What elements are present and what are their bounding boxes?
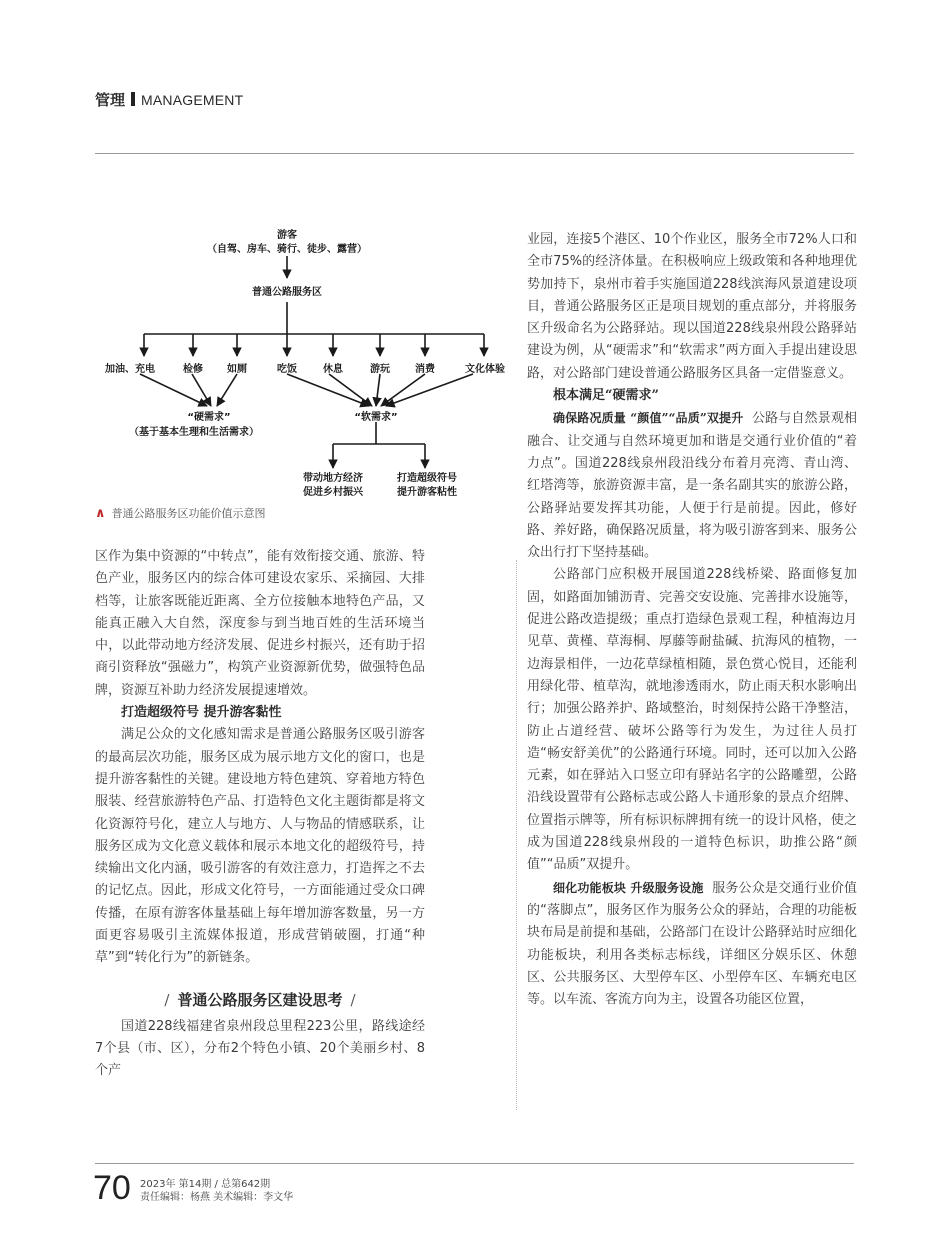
header-rule xyxy=(95,153,854,154)
arrow-to-soft-3 xyxy=(376,374,380,406)
arrow-to-hard-1 xyxy=(140,374,207,406)
section-heading-text: 普通公路服务区建设思考 xyxy=(177,990,343,1009)
caption-chevron-icon: ∧ xyxy=(95,506,106,521)
diagram-need-7: 消费 xyxy=(415,364,435,375)
arrow-to-hard-2 xyxy=(192,374,211,406)
diagram-soft-need: “软需求” xyxy=(354,412,398,423)
diagram-need-3: 如厕 xyxy=(227,364,247,375)
diagram-outcome-1-line-1: 带动地方经济 xyxy=(303,473,363,484)
diagram-hard-need-desc: （基于基本生理和生活需求） xyxy=(129,427,259,438)
right-paragraph-2 xyxy=(527,407,857,564)
arrow-to-soft-4 xyxy=(381,374,425,406)
figure-caption xyxy=(95,505,266,521)
heading-slash-left: / xyxy=(164,990,170,1009)
diagram-outcome-1-line-2: 促进乡村振兴 xyxy=(303,487,363,498)
right-paragraph-3: 公路部门应积极开展国道228线桥梁、路面修复加固，如路面加铺沥青、完善交安设施、完善排水设施等，促进公路改造提级；重点打造绿色景观工程，种植海边月见草、黄槿、草海桐、厚藤等耐盐碱、抗海风的植物，一边海景相伴，一边花草绿植相随，景色赏心悦目，还能利用绿化带、植草沟，就地渗透雨水，防止雨天积水影响出行；加强公路养护、路域整治，时刻保持公路干净整洁，防止占道经营、破坏公路等行为发生，为过往人员打造“畅安舒美优”的公路通行环境。同时，还可以加入公路元素，如在驿站入口竖立印有驿站名字的公路雕塑，公路沿线设置带有公路标志或公路人卡通形象的景点介绍牌、位置指示牌等，所有标识标牌拥有统一的设计风格，使之成为国道228线泉州段的一道特色标识，助推公路“颜值”“品质”双提升。 xyxy=(527,567,857,873)
right-paragraph-2-body: 公路与自然景观相融合、让交通与自然环境更加和谐是交通行业价值的“着力点”。国道228线泉州段沿线分布着月亮湾、青山湾、红塔湾等，旅游资源丰富，是一条名副其实的旅游公路，公路驿站要发挥其功能，人便于行是前提。因此，修好路、养好路，确保路况质量，将为吸引游客到来、服务公众出行打下坚持基础。 xyxy=(527,411,857,561)
diagram-outcome-2-line-2: 提升游客粘性 xyxy=(397,487,457,498)
caption-text: 普通公路服务区功能价值示意图 xyxy=(111,507,266,520)
right-subheading: 根本满足“硬需求” xyxy=(553,388,659,404)
section-heading xyxy=(95,988,425,1012)
left-column xyxy=(95,546,425,1083)
diagram-need-6: 游玩 xyxy=(370,364,390,375)
lead-in-1: 确保路况质量 “颜值”“品质”双提升 xyxy=(553,411,744,426)
page-header xyxy=(95,89,243,110)
editor-info: 责任编辑：杨燕 美术编辑：李文华 xyxy=(140,1192,294,1203)
diagram-need-5: 休息 xyxy=(323,364,343,375)
arrow-to-soft-1 xyxy=(287,374,369,406)
diagram-need-1: 加油、充电 xyxy=(105,364,155,375)
diagram-hub: 普通公路服务区 xyxy=(252,287,322,298)
right-column xyxy=(527,229,857,1011)
arrow-to-soft-5 xyxy=(386,374,473,406)
arrow-to-hard-3 xyxy=(217,374,237,406)
heading-slash-right: / xyxy=(350,990,356,1009)
left-subheading: 打造超级符号 提升游客黏性 xyxy=(121,705,282,721)
diagram-outcome-2-line-1: 打造超级符号 xyxy=(397,473,457,484)
diagram-need-4: 吃饭 xyxy=(277,364,297,375)
right-paragraph-4 xyxy=(527,877,857,1012)
section-label-en: MANAGEMENT xyxy=(141,92,244,108)
left-paragraph-3: 国道228线福建省泉州段总里程223公里，路线途经7个县（市、区），分布2个特色小镇、20个美丽乡村、8个产 xyxy=(95,1018,425,1079)
right-paragraph-4-body: 服务公众是交通行业价值的“落脚点”，服务区作为服务公众的驿站，合理的功能板块布局是前提和基础，公路部门在设计公路驿站时应细化功能板块，利用各类标志标线，详细区分娱乐区、休憩区、公共服务区、大型停车区、小型停车区、车辆充电区等。以车流、客流方向为主，设置各功能区位置， xyxy=(527,880,858,1008)
issue-info: 2023年 第14期 / 总第642期 xyxy=(140,1179,271,1190)
right-paragraph-1: 业园，连接5个港区、10个作业区，服务全市72%人口和全市75%的经济体量。在积极响应上级政策和各种地理优势加持下，泉州市着手实施国道228线滨海风景道建设项目，普通公路服务区正是项目规划的重点部分，并将服务区升级命名为公路驿站。现以国道228线泉州段公路驿站建设为例，从“硬需求”和“软需求”两方面入手提出建设思路，对公路部门建设普通公路服务区具备一定借鉴意义。 xyxy=(527,232,857,381)
page-number: 70 xyxy=(93,1169,131,1207)
diagram-need-8: 文化体验 xyxy=(465,364,505,375)
diagram-visitor-types: （自驾、房车、骑行、徒步、露营） xyxy=(207,244,367,255)
lead-in-2: 细化功能板块 升级服务设施 xyxy=(553,880,704,895)
footer-rule xyxy=(95,1163,854,1164)
left-paragraph-1: 区作为集中资源的“中转点”，能有效衔接交通、旅游、特色产业，服务区内的综合体可建设农家乐、采摘园、大排档等，让旅客既能近距离、全方位接触本地特色产品，又能真正融入大自然，深度参与到当地百姓的生活环境当中，以此带动地方经济发展、促进乡村振兴，还有助于招商引资释放“强磁力”，构筑产业资源新优势，做强特色品牌，资源互补助力经济发展提速增效。 xyxy=(95,549,425,698)
diagram-hard-need: “硬需求” xyxy=(187,412,231,423)
column-divider xyxy=(516,560,517,1110)
section-label: 管理 xyxy=(95,91,126,109)
footer-info xyxy=(140,1178,293,1204)
header-divider xyxy=(131,92,135,106)
diagram-need-2: 检修 xyxy=(183,364,203,375)
arrow-to-soft-2 xyxy=(329,374,372,406)
service-area-diagram xyxy=(95,222,515,502)
left-paragraph-2: 满足公众的文化感知需求是普通公路服务区吸引游客的最高层次功能，服务区成为展示地方文化的窗口，也是提升游客黏性的关键。建设地方特色建筑、穿着地方特色服装、经营旅游特色产品、打造特色文化主题街都是将文化资源符号化，建立人与地方、人与物品的情感联系，让服务区成为文化意义载体和展示本地文化的超级符号，持续输出文化内涵，吸引游客的有效注意力，打造挥之不去的记忆点。因此，形成文化符号，一方面能通过受众口碑传播，在原有游客体量基础上每年增加游客数量，另一方面更容易吸引主流媒体报道，形成营销破圈，打通“种草”到“转化行为”的新链条。 xyxy=(95,727,425,966)
diagram-visitor: 游客 xyxy=(277,230,297,241)
